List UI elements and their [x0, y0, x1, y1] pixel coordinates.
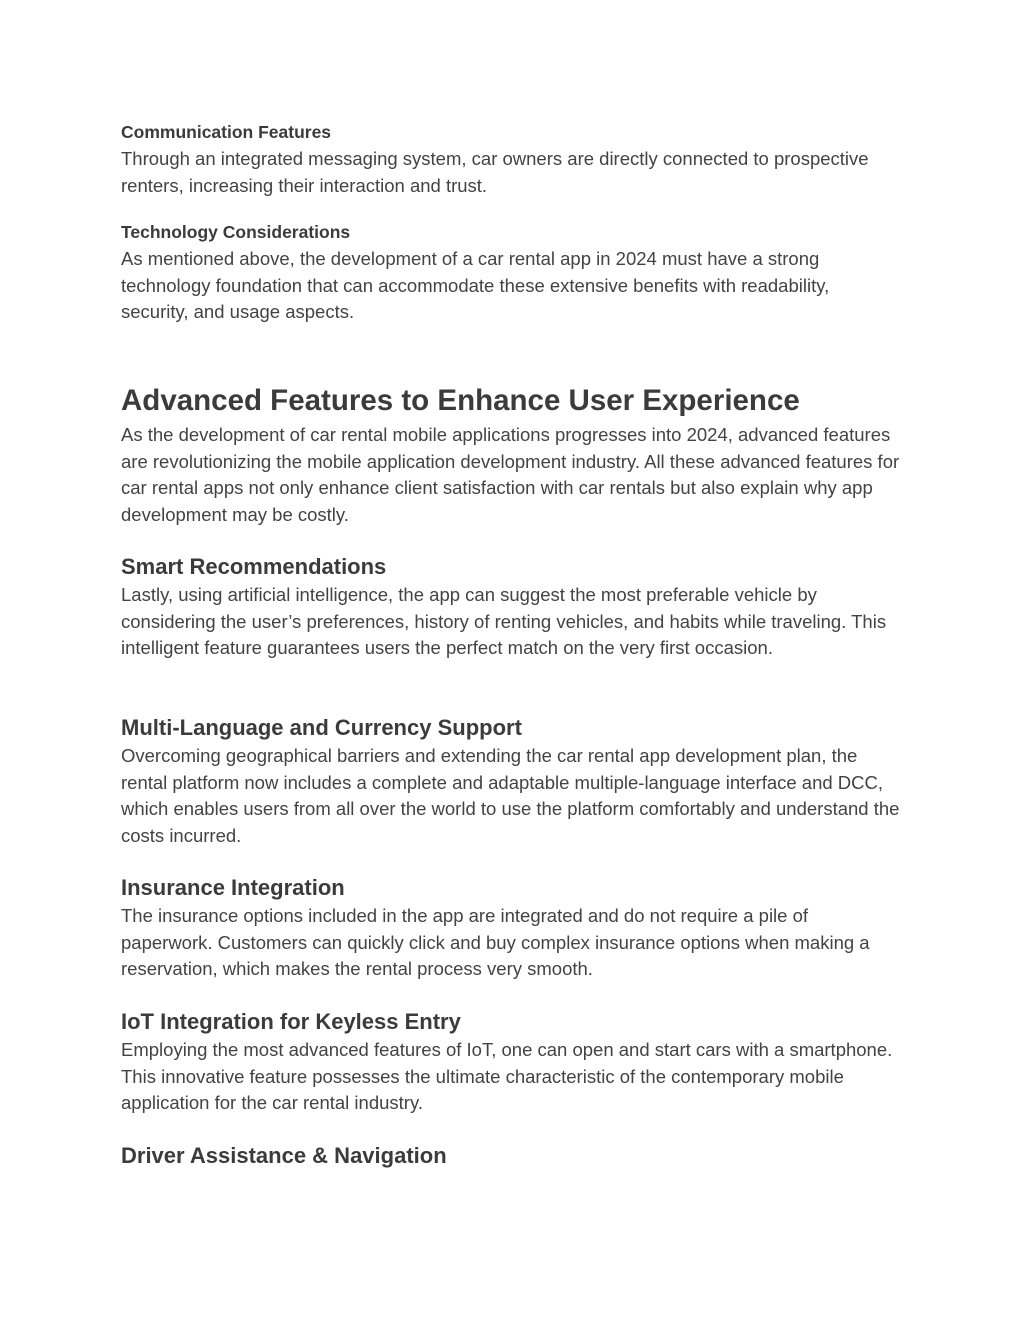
section-heading: Driver Assistance & Navigation	[121, 1143, 447, 1168]
section-insurance-integration	[121, 874, 901, 983]
section-heading: IoT Integration for Keyless Entry	[121, 1009, 461, 1034]
section-technology-considerations	[121, 221, 901, 326]
section-driver-assistance	[121, 1142, 901, 1170]
section-body: Through an integrated messaging system, car owners are directly connected to prospective renters, increasing their interaction and trust.	[121, 148, 869, 196]
section-heading: Technology Considerations	[121, 222, 351, 242]
section-communication-features	[121, 121, 901, 199]
page-title: Advanced Features to Enhance User Experience	[121, 384, 800, 417]
section-advanced-features	[121, 383, 901, 528]
section-body: The insurance options included in the app are integrated and do not require a pile of paperwork. Customers can quickly click and buy complex insurance options when making a reservation, which makes the rental process very smooth.	[121, 905, 870, 980]
section-iot-integration	[121, 1008, 901, 1117]
section-multi-language	[121, 714, 901, 849]
section-heading: Smart Recommendations	[121, 554, 387, 579]
section-body: As the development of car rental mobile applications progresses into 2024, advanced features are revolutionizing the mobile application development industry. All these advanced features for car rental apps not only enhance client satisfaction with car rentals but also explain why app development may be costly.	[121, 424, 900, 525]
section-body: Lastly, using artificial intelligence, the app can suggest the most preferable vehicle by considering the user’s preferences, history of renting vehicles, and habits while traveling. This intelligent feature guarantees users the perfect match on the very first occasion.	[121, 584, 887, 659]
section-smart-recommendations	[121, 553, 901, 662]
section-body: Employing the most advanced features of IoT, one can open and start cars with a smartphone. This innovative feature possesses the ultimate characteristic of the contemporary mobile application for the car rental industry.	[121, 1039, 893, 1114]
section-body: Overcoming geographical barriers and extending the car rental app development plan, the rental platform now includes a complete and adaptable multiple-language interface and DCC, which enables users from all over the world to use the platform comfortably and understand the costs incurred.	[121, 745, 900, 846]
section-heading: Multi-Language and Currency Support	[121, 715, 522, 740]
section-heading: Communication Features	[121, 122, 332, 142]
section-body: As mentioned above, the development of a car rental app in 2024 must have a strong technology foundation that can accommodate these extensive benefits with readability, security, and usage aspects.	[121, 248, 830, 323]
section-heading: Insurance Integration	[121, 875, 345, 900]
